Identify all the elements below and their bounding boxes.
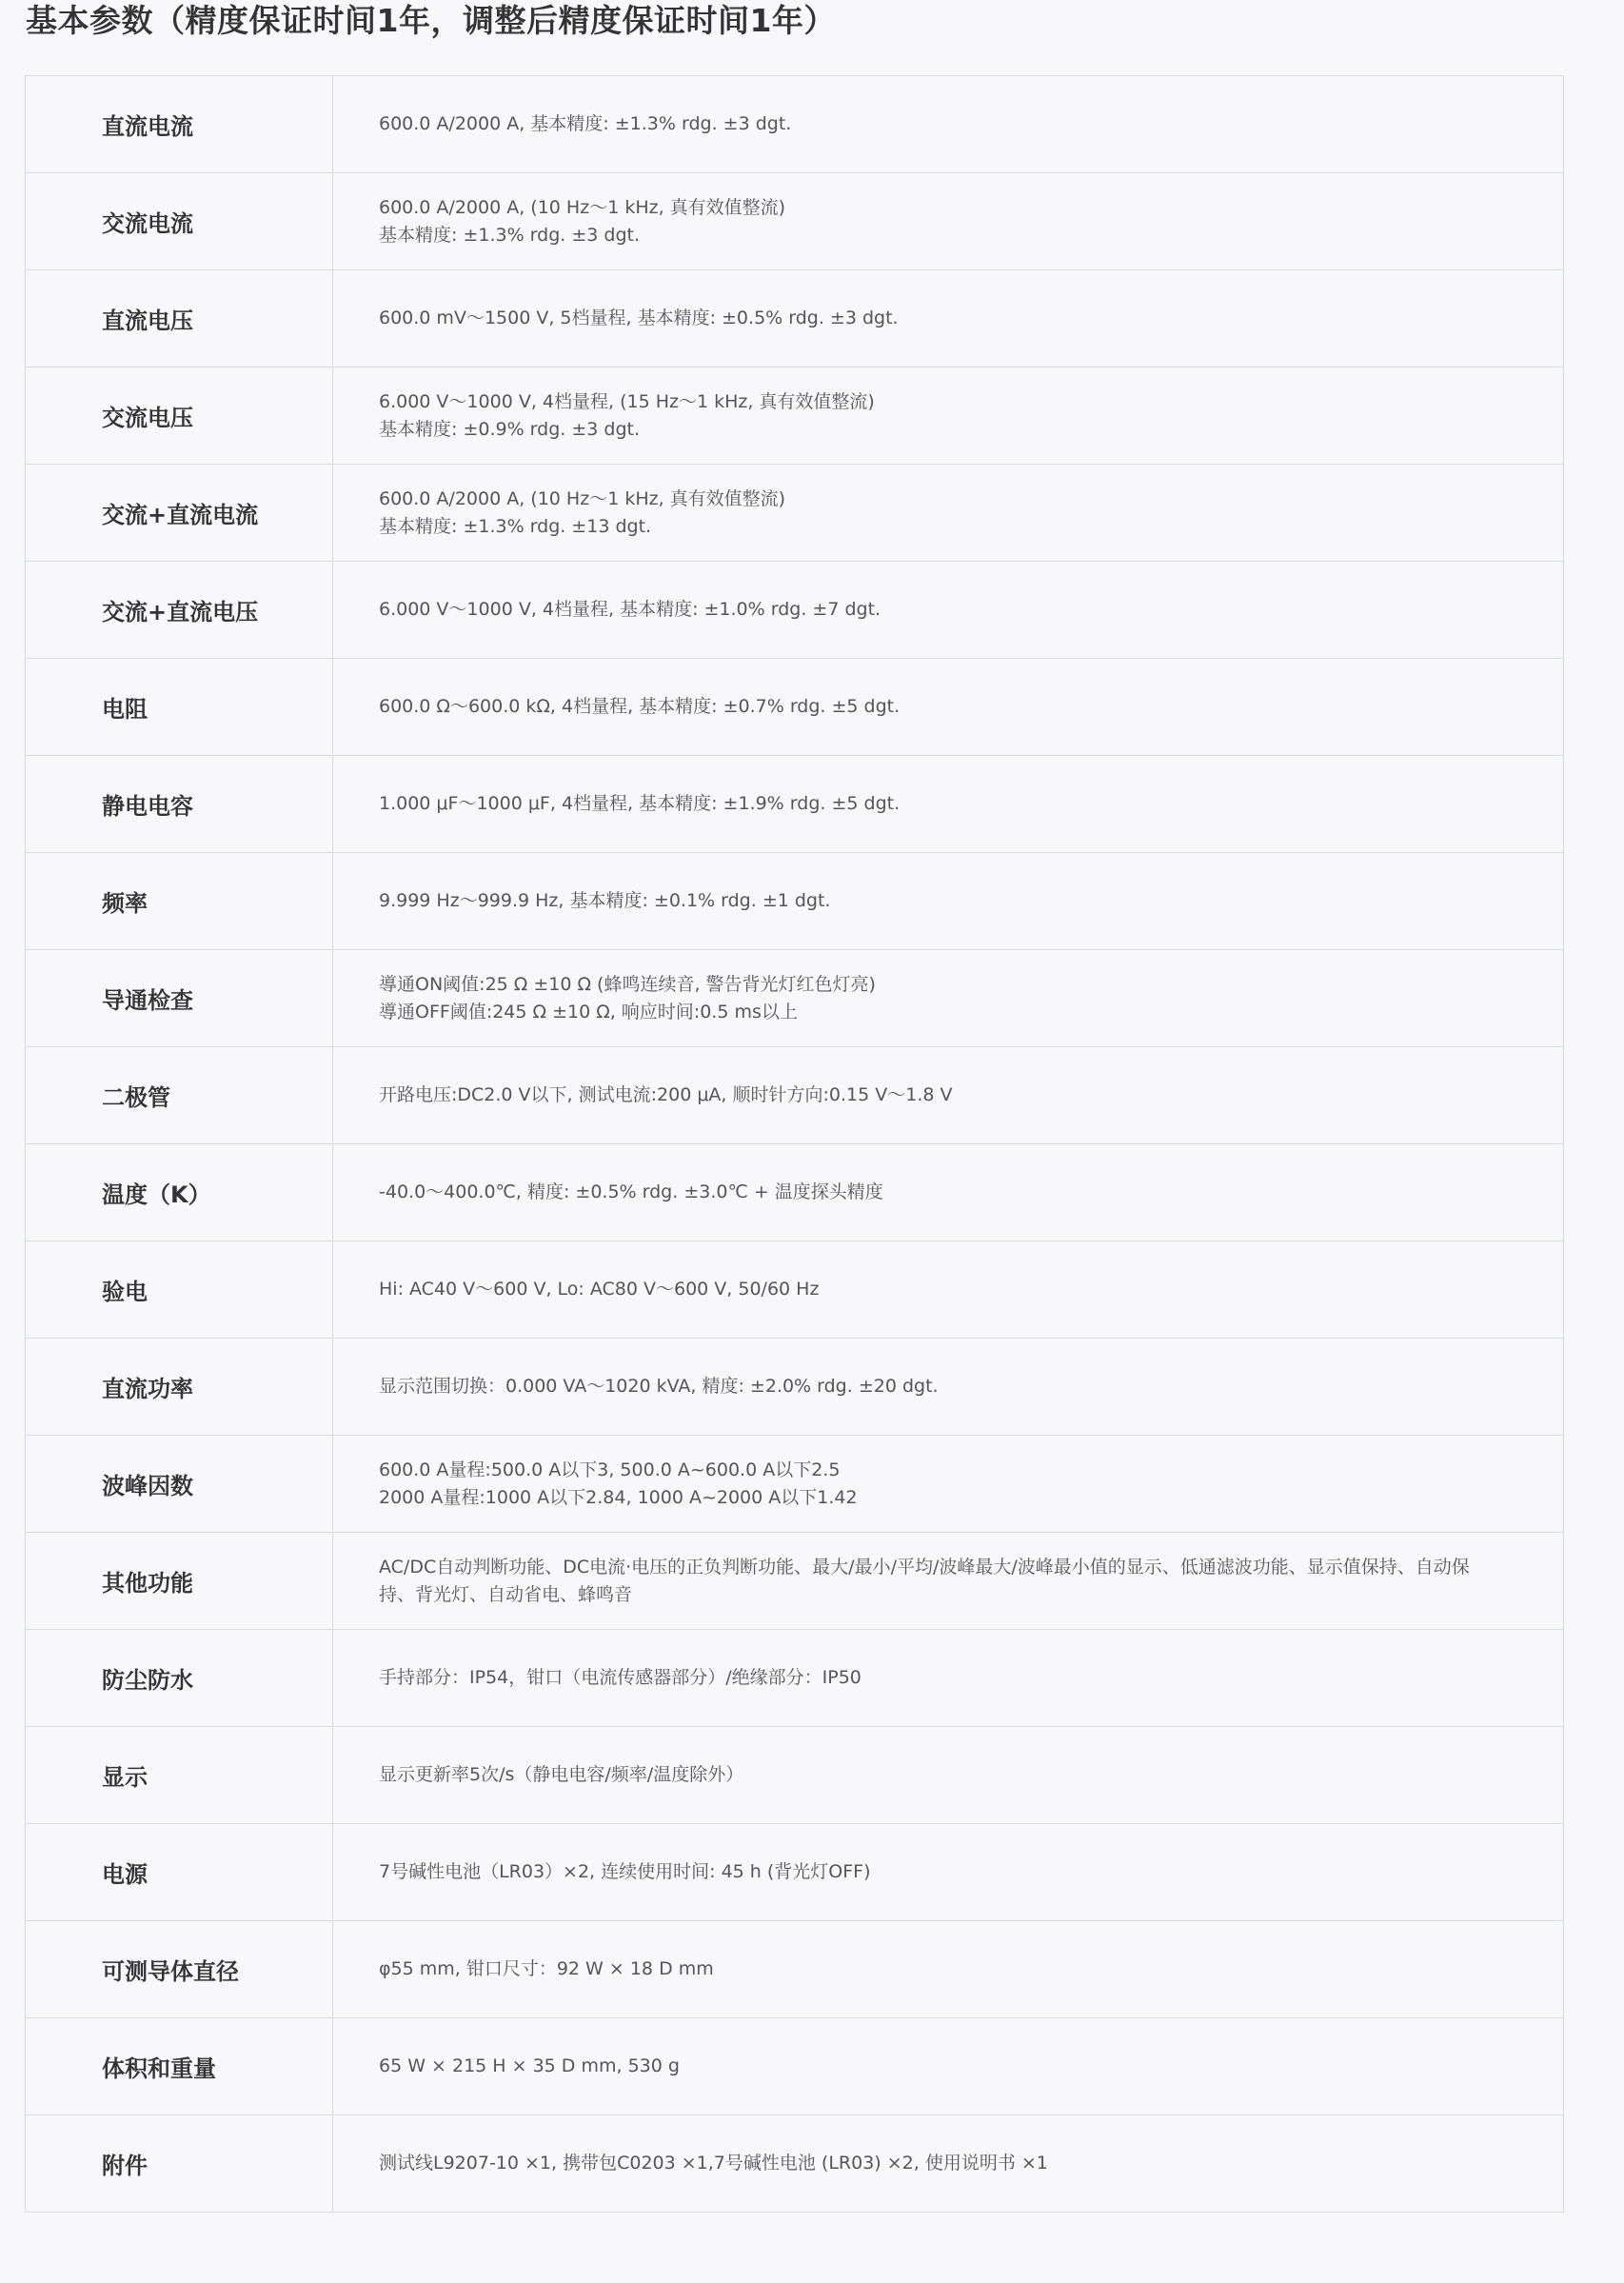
spec-value — [333, 659, 1564, 756]
spec-row — [26, 1047, 1564, 1144]
spec-row — [26, 1727, 1564, 1824]
spec-value — [333, 1533, 1564, 1630]
spec-value-line: 600.0 A/2000 A, (10 Hz～1 kHz, 真有效值整流) — [379, 196, 786, 218]
spec-row — [26, 2115, 1564, 2213]
spec-value-line: 7号碱性电池（LR03）×2, 连续使用时间: 45 h (背光灯OFF) — [379, 1861, 871, 1882]
spec-row — [26, 76, 1564, 173]
spec-value-line: 基本精度: ±1.3% rdg. ±3 dgt. — [379, 224, 641, 246]
spec-label: 电阻 — [26, 659, 333, 756]
spec-row — [26, 853, 1564, 950]
spec-value-line: 600.0 A/2000 A, (10 Hz～1 kHz, 真有效值整流) — [379, 487, 786, 509]
spec-label: 验电 — [26, 1241, 333, 1339]
spec-value-line: 开路电压:DC2.0 V以下, 测试电流:200 μA, 顺时针方向:0.15 V～1.8 V — [379, 1084, 953, 1105]
spec-value — [333, 1921, 1564, 2018]
spec-value — [333, 2018, 1564, 2115]
spec-value-line: 6.000 V～1000 V, 4档量程, (15 Hz～1 kHz, 真有效值整流) — [379, 390, 875, 412]
spec-value-line: 600.0 A/2000 A, 基本精度: ±1.3% rdg. ±3 dgt. — [379, 113, 792, 134]
spec-row — [26, 1533, 1564, 1630]
spec-value — [333, 1339, 1564, 1436]
spec-row — [26, 659, 1564, 756]
spec-row — [26, 173, 1564, 270]
spec-value — [333, 756, 1564, 853]
spec-label: 电源 — [26, 1824, 333, 1921]
spec-label: 直流电流 — [26, 76, 333, 173]
spec-value — [333, 1630, 1564, 1727]
spec-value — [333, 562, 1564, 659]
spec-label: 静电电容 — [26, 756, 333, 853]
spec-value — [333, 853, 1564, 950]
spec-value — [333, 1824, 1564, 1921]
spec-value-line: 基本精度: ±1.3% rdg. ±13 dgt. — [379, 515, 652, 537]
spec-value-line: 手持部分：IP54，钳口（电流传感器部分）/绝缘部分：IP50 — [379, 1667, 862, 1688]
spec-row — [26, 1824, 1564, 1921]
spec-label: 交流电流 — [26, 173, 333, 270]
spec-label: 二极管 — [26, 1047, 333, 1144]
spec-label: 导通检查 — [26, 950, 333, 1047]
spec-row — [26, 1436, 1564, 1533]
spec-row — [26, 270, 1564, 367]
spec-value — [333, 2115, 1564, 2213]
spec-label: 频率 — [26, 853, 333, 950]
spec-label: 温度（K） — [26, 1144, 333, 1241]
spec-row — [26, 1630, 1564, 1727]
spec-row — [26, 756, 1564, 853]
spec-row — [26, 2018, 1564, 2115]
spec-value — [333, 1436, 1564, 1533]
spec-row — [26, 1241, 1564, 1339]
spec-row — [26, 562, 1564, 659]
spec-table-body — [26, 76, 1564, 2213]
spec-value-line: 600.0 Ω～600.0 kΩ, 4档量程, 基本精度: ±0.7% rdg. ±5 dgt. — [379, 696, 901, 717]
spec-row — [26, 950, 1564, 1047]
spec-value-line: 600.0 mV～1500 V, 5档量程, 基本精度: ±0.5% rdg. ±3 dgt. — [379, 308, 899, 328]
spec-label: 直流电压 — [26, 270, 333, 367]
spec-label: 防尘防水 — [26, 1630, 333, 1727]
spec-value-line: 9.999 Hz～999.9 Hz, 基本精度: ±0.1% rdg. ±1 dgt. — [379, 890, 831, 911]
spec-value — [333, 367, 1564, 465]
spec-label: 其他功能 — [26, 1533, 333, 1630]
spec-value — [333, 173, 1564, 270]
section-title: 基本参数（精度保证时间1年，调整后精度保证时间1年） — [26, 2, 836, 39]
spec-value-line: 显示范围切换：0.000 VA～1020 kVA, 精度: ±2.0% rdg. ±20 dgt. — [379, 1376, 939, 1397]
spec-row — [26, 1339, 1564, 1436]
spec-value — [333, 950, 1564, 1047]
spec-label: 交流+直流电流 — [26, 465, 333, 562]
spec-value-line: 基本精度: ±0.9% rdg. ±3 dgt. — [379, 418, 641, 440]
spec-value — [333, 465, 1564, 562]
spec-row — [26, 1921, 1564, 2018]
spec-value-line: 1.000 μF～1000 μF, 4档量程, 基本精度: ±1.9% rdg. ±5 dgt. — [379, 793, 901, 814]
spec-label: 显示 — [26, 1727, 333, 1824]
spec-value-line: 2000 A量程:1000 A以下2.84, 1000 A~2000 A以下1.42 — [379, 1486, 858, 1508]
spec-label: 直流功率 — [26, 1339, 333, 1436]
spec-value-line: 65 W × 215 H × 35 D mm, 530 g — [379, 2055, 680, 2076]
spec-row — [26, 465, 1564, 562]
spec-value — [333, 1047, 1564, 1144]
spec-value-line: 導通OFF阈值:245 Ω ±10 Ω, 响应时间:0.5 ms以上 — [379, 1001, 798, 1022]
spec-label: 附件 — [26, 2115, 333, 2213]
spec-label: 交流电压 — [26, 367, 333, 465]
spec-label: 可测导体直径 — [26, 1921, 333, 2018]
spec-value-line: Hi: AC40 V～600 V, Lo: AC80 V～600 V, 50/60 Hz — [379, 1279, 820, 1300]
spec-value-line: 導通ON阈值:25 Ω ±10 Ω (蜂鸣连续音, 警告背光灯红色灯亮) — [379, 973, 876, 995]
spec-label: 波峰因数 — [26, 1436, 333, 1533]
spec-label: 体积和重量 — [26, 2018, 333, 2115]
spec-value-line: 显示更新率5次/s（静电电容/频率/温度除外） — [379, 1764, 744, 1785]
spec-value — [333, 76, 1564, 173]
spec-value-line: AC/DC自动判断功能、DC电流·电压的正负判断功能、最大/最小/平均/波峰最大/波峰最小值的显示、低通滤波功能、显示值保持、自动保持、背光灯、自动省电、蜂鸣音 — [379, 1556, 1470, 1605]
spec-value-line: 测试线L9207-10 ×1, 携带包C0203 ×1,7号碱性电池 (LR03) ×2, 使用说明书 ×1 — [379, 2153, 1048, 2174]
spec-value — [333, 1241, 1564, 1339]
spec-value — [333, 270, 1564, 367]
spec-row — [26, 1144, 1564, 1241]
spec-table — [25, 75, 1564, 2213]
spec-value — [333, 1727, 1564, 1824]
spec-value-line: -40.0～400.0℃, 精度: ±0.5% rdg. ±3.0℃ + 温度探头精度 — [379, 1181, 883, 1202]
spec-value-line: 6.000 V～1000 V, 4档量程, 基本精度: ±1.0% rdg. ±7 dgt. — [379, 599, 881, 620]
spec-row — [26, 367, 1564, 465]
spec-label: 交流+直流电压 — [26, 562, 333, 659]
spec-value-line: 600.0 A量程:500.0 A以下3, 500.0 A~600.0 A以下2.5 — [379, 1459, 841, 1480]
spec-value — [333, 1144, 1564, 1241]
spec-value-line: φ55 mm, 钳口尺寸：92 W × 18 D mm — [379, 1958, 714, 1979]
